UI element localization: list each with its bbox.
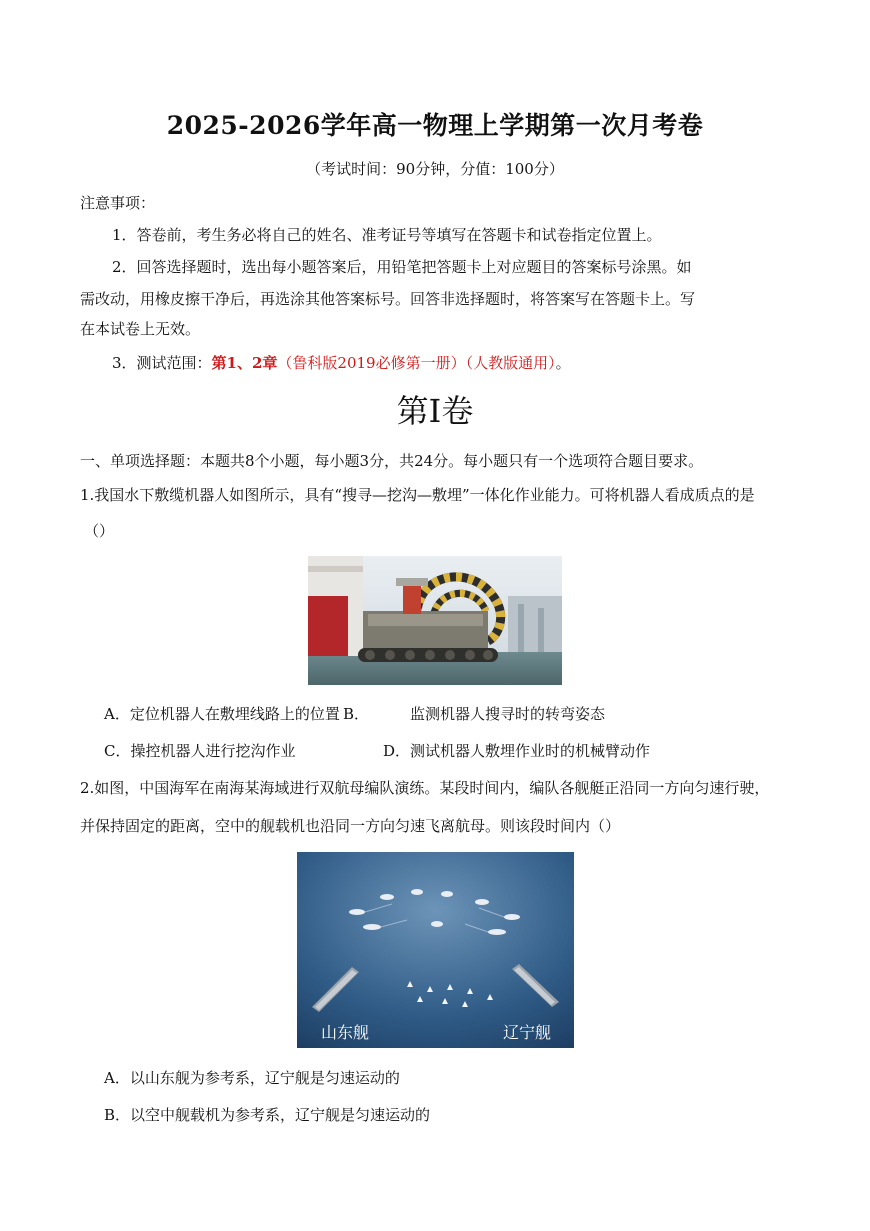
note-item-2-line-1: 2．回答选择题时，选出每小题答案后，用铅笔把答题卡上对应题目的答案标号涂黑。如 [112, 258, 692, 276]
q1-option-c: C．操控机器人进行挖沟作业 [104, 742, 296, 760]
note-item-3 [112, 352, 571, 373]
liaoning-carrier-label: 辽宁舰 [503, 1023, 552, 1042]
q2-stem-line-1: 2.如图，中国海军在南海某海域进行双航母编队演练。某段时间内，编队各舰艇正沿同一方向匀速行驶， [80, 779, 770, 797]
note-item-1: 1．答卷前，考生务必将自己的姓名、准考证号等填写在答题卡和试卷指定位置上。 [112, 226, 662, 244]
q1-option-b: 监测机器人搜寻时的转弯姿态 [410, 705, 606, 723]
q2-stem-line-2: 并保持固定的距离，空中的舰载机也沿同一方向匀速飞离航母。则该段时间内（） [80, 817, 621, 835]
note-item-2-line-2: 需改动，用橡皮擦干净后，再选涂其他答案标号。回答非选择题时，将答案写在答题卡上。写 [80, 290, 696, 308]
part1-heading: 一、单项选择题：本题共8个小题，每小题3分，共24分。每小题只有一个选项符合题目要求。 [80, 452, 704, 470]
cable-robot-image [308, 556, 562, 685]
q1-stem-line-1: 1.我国水下敷缆机器人如图所示，具有“搜寻—挖沟—敷埋”一体化作业能力。可将机器人看成质点的是 [80, 486, 755, 504]
exam-subtitle: （考试时间：90分钟，分值：100分） [306, 160, 564, 178]
notes-heading: 注意事项： [80, 194, 156, 212]
q1-stem-line-2: （） [84, 522, 115, 540]
test-scope-books: （鲁科版2019必修第一册）（人教版通用） [277, 354, 556, 372]
q1-option-b-letter: B． [343, 705, 370, 723]
shandong-carrier-label: 山东舰 [321, 1023, 370, 1042]
note-item-3-end: 。 [555, 354, 571, 372]
exam-title: 2025-2026学年高一物理上学期第一次月考卷 [166, 111, 704, 140]
note-item-3-prefix: 3．测试范围： [112, 354, 212, 372]
section-title: 第Ⅰ卷 [396, 392, 474, 430]
q2-option-a: A．以山东舰为参考系，辽宁舰是匀速运动的 [104, 1069, 400, 1087]
test-scope-chapters: 第1、2章 [211, 354, 278, 372]
q1-option-d: D．测试机器人敷埋作业时的机械臂动作 [383, 742, 651, 760]
note-item-2-line-3: 在本试卷上无效。 [80, 320, 201, 338]
q1-option-a: A．定位机器人在敷埋线路上的位置 [104, 705, 340, 723]
q2-option-b: B．以空中舰载机为参考系，辽宁舰是匀速运动的 [104, 1106, 431, 1124]
carrier-formation-image [297, 852, 574, 1048]
